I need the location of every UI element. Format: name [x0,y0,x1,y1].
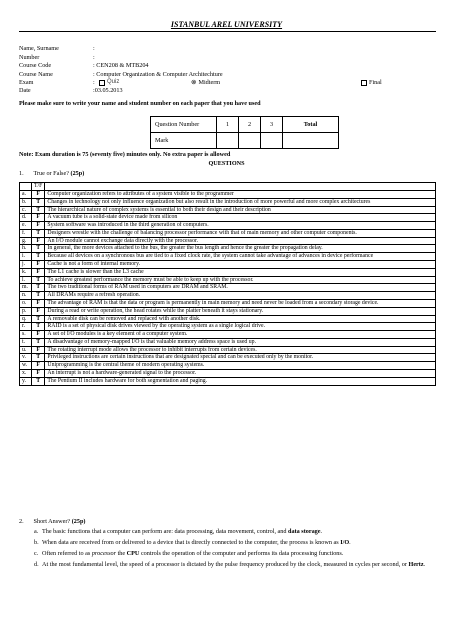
tf-answer: F [32,369,45,377]
tf-statement: RAID is a set of physical disk drives viewed by the operating system as a single logical drive. [45,323,436,331]
tf-letter: b. [20,198,32,206]
tf-answer: T [32,276,45,284]
tf-answer: T [32,292,45,300]
tf-letter: q. [20,315,32,323]
item-body: At the most fundamental level, the speed of a processor is dictated by the pulse frequency produced by the clock, measured in cycles per second, or [42,561,407,569]
tf-body [20,191,436,386]
tf-answer: T [32,229,45,237]
marks-table [150,116,339,149]
tf-header-blank [45,183,436,191]
tf-letter: m. [20,284,32,292]
header-rule [19,31,436,32]
info-row-name [19,45,439,53]
tf-statement: The advantage of RAM is that the data or program is permanently in main memory and need never be loaded from a secondary storage device. [45,299,436,307]
final-label: Final [369,79,382,87]
exam-type-options [93,79,439,87]
tf-row [20,245,436,253]
marks-header-row [151,117,339,133]
item-text [42,560,439,569]
tf-statement: To achieve greatest performance the memory must be able to keep up with the processor. [45,276,436,284]
question-title-text: Short Answer? [33,518,71,525]
checked-radio-icon: ⊗ [191,78,197,86]
tf-letter: r. [20,323,32,331]
item-body: controls the operation of the computer and performs its data processing functions. [140,550,344,558]
final-option[interactable] [361,79,382,87]
tf-row [20,237,436,245]
info-label: Exam [19,79,34,87]
info-colon: : [93,78,95,86]
tf-row [20,253,436,261]
questions-heading: QUESTIONS [208,160,245,167]
tf-letter: e. [20,222,32,230]
tf-letter: n. [20,292,32,300]
instruction-text: Please make sure to write your name and student number on each paper that you have used [19,100,261,107]
tf-letter: c. [20,206,32,214]
info-label: Name, Surname [19,45,59,53]
info-row-number [19,53,439,61]
tf-statement: System software was introduced in the third generation of computers. [45,222,436,230]
tf-statement: Cache is not a form of internal memory. [45,261,436,269]
midterm-option[interactable] [191,79,361,87]
info-value: : [93,45,95,53]
tf-statement: The two traditional forms of RAM used in computers are DRAM and SRAM. [45,284,436,292]
tf-statement: Because all devices on a synchronous bus are tied to a fixed clock rate, the system cannot take advantage of advances in device performance [45,253,436,261]
tf-letter: a. [20,191,32,199]
tf-answer: F [32,214,45,222]
short-answer-c [34,549,439,558]
tf-statement: The L1 cache is slower than the L3 cache [45,268,436,276]
tf-letter: u. [20,346,32,354]
marks-total-label: Total [283,117,339,133]
tf-row [20,331,436,339]
item-end: . [423,561,426,569]
tf-answer: F [32,346,45,354]
tf-letter: i. [20,253,32,261]
question-1-heading [19,170,84,177]
tf-row [20,292,436,300]
tf-statement: An I/O module cannot exchange data directly with the processor. [45,237,436,245]
tf-answer: F [32,237,45,245]
item-text [42,549,439,558]
info-label: Date [19,87,31,95]
tf-row [20,261,436,269]
tf-row [20,198,436,206]
tf-answer: F [32,331,45,339]
tf-letter: h. [20,245,32,253]
item-end: . [320,528,323,536]
question-2-heading [19,518,439,525]
question-number-label: Question Number [151,117,217,133]
quiz-label: Quiz [107,79,120,86]
item-letter: c. [34,550,39,558]
mark-label: Mark [151,133,217,149]
tf-header-row [20,183,436,191]
tf-letter: y. [20,377,32,385]
info-row-exam [19,79,439,87]
question-title-text: True or False? [33,170,69,177]
item-text [42,538,439,547]
tf-statement: Changes in technology not only influence organization but also result in the introduction of more powerful and more complex architectures [45,198,436,206]
marks-col-2: 2 [239,117,261,133]
tf-letter: w. [20,362,32,370]
total-cell[interactable] [283,133,339,149]
tf-statement: An interrupt is not a hardware-generated signal to the processor. [45,369,436,377]
tf-answer: T [32,377,45,385]
tf-statement: A vacuum tube is a solid-state device made from silicon [45,214,436,222]
university-title: ISTANBUL AREL UNIVERSITY [170,20,283,29]
item-answer: CPU [126,550,140,558]
tf-letter: d. [20,214,32,222]
info-row-course-code [19,62,439,70]
info-value: : CEN208 & MTB204 [93,62,149,70]
item-answer: data storage [288,528,321,536]
question-points: (25p) [71,518,86,525]
info-label: Number [19,53,40,61]
tf-row [20,268,436,276]
mark-cell[interactable] [261,133,283,149]
question-number: 2. [19,518,24,525]
tf-header-label: T/F [32,183,45,191]
item-letter: d. [34,561,39,569]
tf-statement: A set of I/O modules is a key element of a computer system. [45,331,436,339]
tf-statement: All DRAMs require a refresh operation. [45,292,436,300]
tf-letter: l. [20,276,32,284]
tf-row [20,377,436,385]
info-label: Course Code [19,62,52,70]
mark-cell[interactable] [239,133,261,149]
tf-row [20,369,436,377]
tf-answer: T [32,253,45,261]
short-answer-a [34,527,439,536]
item-body: When data are received from or delivered to a device that is directly connected to the computer, the process is known as [42,539,339,547]
item-body: The basic functions that a computer can perform are: data processing, data movement, control, and [42,528,287,536]
question-2 [19,518,439,571]
tf-row [20,276,436,284]
tf-statement: In general, the more devices attached to the bus, the greater the bus length and hence the greater the propagation delay. [45,245,436,253]
tf-statement: A removable disk can be removed and replaced with another disk. [45,315,436,323]
item-italic: processor [91,550,117,558]
item-text [42,527,439,536]
item-answer: Hertz [408,561,424,569]
tf-answer: F [32,191,45,199]
tf-letter: k. [20,268,32,276]
tf-statement: During a read or write operation, the head rotates while the platter beneath it stays stationary. [45,307,436,315]
question-number: 1. [19,170,24,177]
marks-col-3: 3 [261,117,283,133]
short-answer-d [34,560,439,569]
tf-statement: Computer organization refers to attributes of a system visible to the programmer [45,191,436,199]
tf-answer: F [32,268,45,276]
tf-row [20,206,436,214]
item-pre: Often referred to as [42,550,91,558]
quiz-checkbox[interactable] [99,80,105,86]
tf-row [20,284,436,292]
tf-answer: F [32,362,45,370]
tf-answer: T [32,284,45,292]
tf-row [20,229,436,237]
tf-row [20,338,436,346]
tf-row [20,191,436,199]
question-points: (25p) [70,170,85,177]
tf-row [20,362,436,370]
tf-letter: f. [20,229,32,237]
info-value: : [93,53,95,61]
marks-value-row [151,133,339,149]
tf-letter: o. [20,299,32,307]
tf-answer: T [32,354,45,362]
tf-header-blank [20,183,32,191]
tf-letter: t. [20,338,32,346]
tf-answer: F [32,299,45,307]
tf-answer: T [32,198,45,206]
info-row-date [19,87,439,95]
item-letter: b. [34,539,39,547]
tf-letter: p. [20,307,32,315]
tf-answer: T [32,245,45,253]
exam-note: Note: Exam duration is 75 (seventy five) minutes only. No extra paper is allowed [19,151,231,158]
final-checkbox[interactable] [361,80,367,86]
tf-letter: v. [20,354,32,362]
item-mid: the [117,550,126,558]
tf-statement: The hierarchical nature of complex systems is essential to both their design and their description [45,206,436,214]
info-value: : Computer Organization & Computer Architechture [93,70,223,78]
tf-letter: x. [20,369,32,377]
tf-row [20,354,436,362]
tf-answer: F [32,307,45,315]
tf-letter: g. [20,237,32,245]
tf-statement: A disadvantage of memory-mapped I/O is that valuable memory address space is used up. [45,338,436,346]
tf-statement: Designers wrestle with the challenge of balancing processor performance with that of main memory and other computer components. [45,229,436,237]
tf-letter: j. [20,261,32,269]
info-row-course-name [19,70,439,78]
marks-col-1: 1 [217,117,239,133]
tf-row [20,346,436,354]
quiz-option[interactable] [99,79,191,87]
short-answer-b [34,538,439,547]
tf-answer: F [32,222,45,230]
midterm-label: Midterm [198,79,221,87]
tf-row [20,299,436,307]
student-info-block [19,45,439,95]
tf-answer: T [32,338,45,346]
info-value: :03.05.2013 [93,87,123,95]
question-title [33,170,84,177]
tf-statement: Uniprogramming is the central theme of modern operating systems. [45,362,436,370]
item-letter: a. [34,528,39,536]
tf-row [20,323,436,331]
tf-answer: T [32,206,45,214]
item-answer: I/O [340,539,350,547]
tf-answer: F [32,261,45,269]
tf-statement: The rotating interrupt mode allows the processor to inhibit interrupts from certain devices. [45,346,436,354]
tf-row [20,222,436,230]
tf-statement: The Pentium II includes hardware for both segmentation and paging. [45,377,436,385]
tf-letter: s. [20,331,32,339]
info-label: Course Name [19,70,53,78]
tf-row [20,307,436,315]
mark-cell[interactable] [217,133,239,149]
tf-row [20,214,436,222]
tf-row [20,315,436,323]
true-false-table [19,182,436,386]
tf-statement: Privileged instructions are certain instructions that are designated special and can be executed only by the monitor. [45,354,436,362]
item-end: . [349,539,351,547]
tf-answer: T [32,315,45,323]
tf-answer: T [32,323,45,331]
